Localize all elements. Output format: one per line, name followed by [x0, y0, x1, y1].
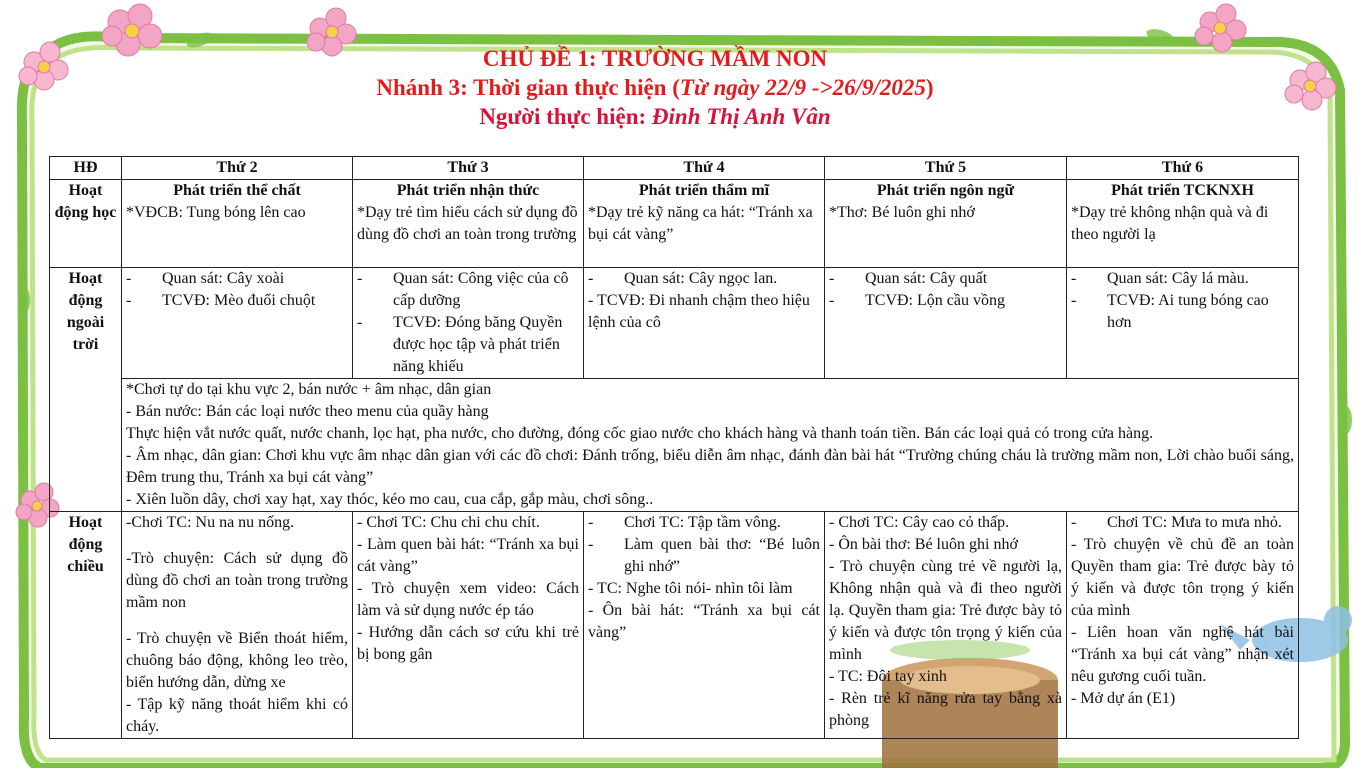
author-line: Người thực hiện: Đinh Thị Anh Vân: [479, 104, 831, 129]
table-cell: - Quan sát: Công việc của cô cấp dưỡng - TCVĐ: Đóng băng Quyền được học tập và phát triển năng khiếu: [353, 268, 584, 379]
table-cell: - Chơi TC: Mưa to mưa nhỏ. - Trò chuyện về chủ đề an toàn Quyền tham gia: Trẻ được bày tỏ ý kiến và được tôn trọng ý kiến của mình - Liên hoan văn nghệ hát bài “Tránh xa bụi cát vàng” nhận xét nêu gương cuối tuần. - Mở dự án (E1): [1067, 512, 1299, 739]
table-cell: - Quan sát: Cây lá màu. - TCVĐ: Ai tung bóng cao hơn: [1067, 268, 1299, 379]
header-cell: Thứ 4: [584, 157, 825, 180]
table-cell: Phát triển thẩm mĩ *Dạy trẻ kỹ năng ca hát: “Tránh xa bụi cát vàng”: [584, 180, 825, 268]
table-cell: -Chơi TC: Nu na nu nống. -Trò chuyện: Cách sử dụng đồ dùng đồ chơi an toàn trong trường mầm non - Trò chuyện về Biển thoát hiểm, chuông báo động, không leo trèo, biển hướng dẫn, dừng xe - Tập kỹ năng thoát hiểm khi có cháy.: [122, 512, 353, 739]
row-hoat-dong-ngoai-troi: [50, 268, 1299, 379]
table-cell: - Quan sát: Cây xoài - TCVĐ: Mèo đuổi chuột: [122, 268, 353, 379]
table-cell: - Chơi TC: Chu chi chu chít. - Làm quen bài hát: “Tránh xa bụi cát vàng” - Trò chuyện xem video: Cách làm và sử dụng nước ép táo - Hướng dẫn cách sơ cứu khi trẻ bị bong gân: [353, 512, 584, 739]
subtitle-branch: Nhánh 3: Thời gian thực hiện (Từ ngày 22/9 ->26/9/2025): [376, 75, 934, 100]
table-cell: - Chơi TC: Tập tầm vông. - Làm quen bài thơ: “Bé luôn ghi nhớ” - TC: Nghe tôi nói- nhìn tôi làm - Ôn bài hát: “Tránh xa bụi cát vàng”: [584, 512, 825, 739]
title-block: [0, 44, 1310, 131]
table-cell: Phát triển TCKNXH *Dạy trẻ không nhận quà và đi theo người lạ: [1067, 180, 1299, 268]
schedule-table: [49, 156, 1299, 739]
row-hoat-dong-chieu: [50, 512, 1299, 739]
row-label: Hoạt động học: [50, 180, 122, 268]
table-cell: Phát triển thể chất *VĐCB: Tung bóng lên cao: [122, 180, 353, 268]
row-label: Hoạt động chiều: [50, 512, 122, 739]
page-title: CHỦ ĐỀ 1: TRƯỜNG MẦM NON: [482, 46, 828, 71]
row-hoat-dong-hoc: [50, 180, 1299, 268]
row-shared-play: [50, 379, 1299, 512]
header-cell: Thứ 2: [122, 157, 353, 180]
table-cell: Phát triển nhận thức *Dạy trẻ tìm hiểu cách sử dụng đồ dùng đồ chơi an toàn trong trường: [353, 180, 584, 268]
table-cell: - Quan sát: Cây quất - TCVĐ: Lộn cầu vồng: [825, 268, 1067, 379]
table-cell: - Chơi TC: Cây cao cỏ thấp. - Ôn bài thơ: Bé luôn ghi nhớ - Trò chuyện cùng trẻ về người lạ, Không nhận quà và đi theo người lạ. Quyền tham gia: Trẻ được bày tỏ ý kiến và được tôn trọng ý kiến của mình - TC: Đôi tay xinh - Rèn trẻ kĩ năng rửa tay bằng xà phòng: [825, 512, 1067, 739]
header-row: [50, 157, 1299, 180]
header-cell: HĐ: [50, 157, 122, 180]
table-cell: Phát triển ngôn ngữ *Thơ: Bé luôn ghi nhớ: [825, 180, 1067, 268]
header-cell: Thứ 6: [1067, 157, 1299, 180]
header-cell: Thứ 5: [825, 157, 1067, 180]
header-cell: Thứ 3: [353, 157, 584, 180]
shared-play-cell: *Chơi tự do tại khu vực 2, bán nước + âm nhạc, dân gian - Bán nước: Bán các loại nước theo menu của quầy hàng Thực hiện vắt nước quất, nước chanh, lọc hạt, pha nước, cho đường, đóng cốc giao nước cho khách hàng và thanh toán tiền. Bán các loại quả có trong cửa hàng. - Âm nhạc, dân gian: Chơi khu vực âm nhạc dân gian với các đồ chơi: Đánh trống, biểu diễn âm nhạc, đánh đàn bài hát “Trường chúng cháu là trường mầm non, Lời chào buổi sáng, Đêm trung thu, Tránh xa bụi cát vàng” - Xiên luồn dây, chơi xay hạt, xay thóc, kéo mo cau, cua cắp, gắp màu, chơi sông..: [122, 379, 1299, 512]
row-label: Hoạt động ngoài trời: [50, 268, 122, 512]
table-cell: - Quan sát: Cây ngọc lan. - TCVĐ: Đi nhanh chậm theo hiệu lệnh của cô: [584, 268, 825, 379]
